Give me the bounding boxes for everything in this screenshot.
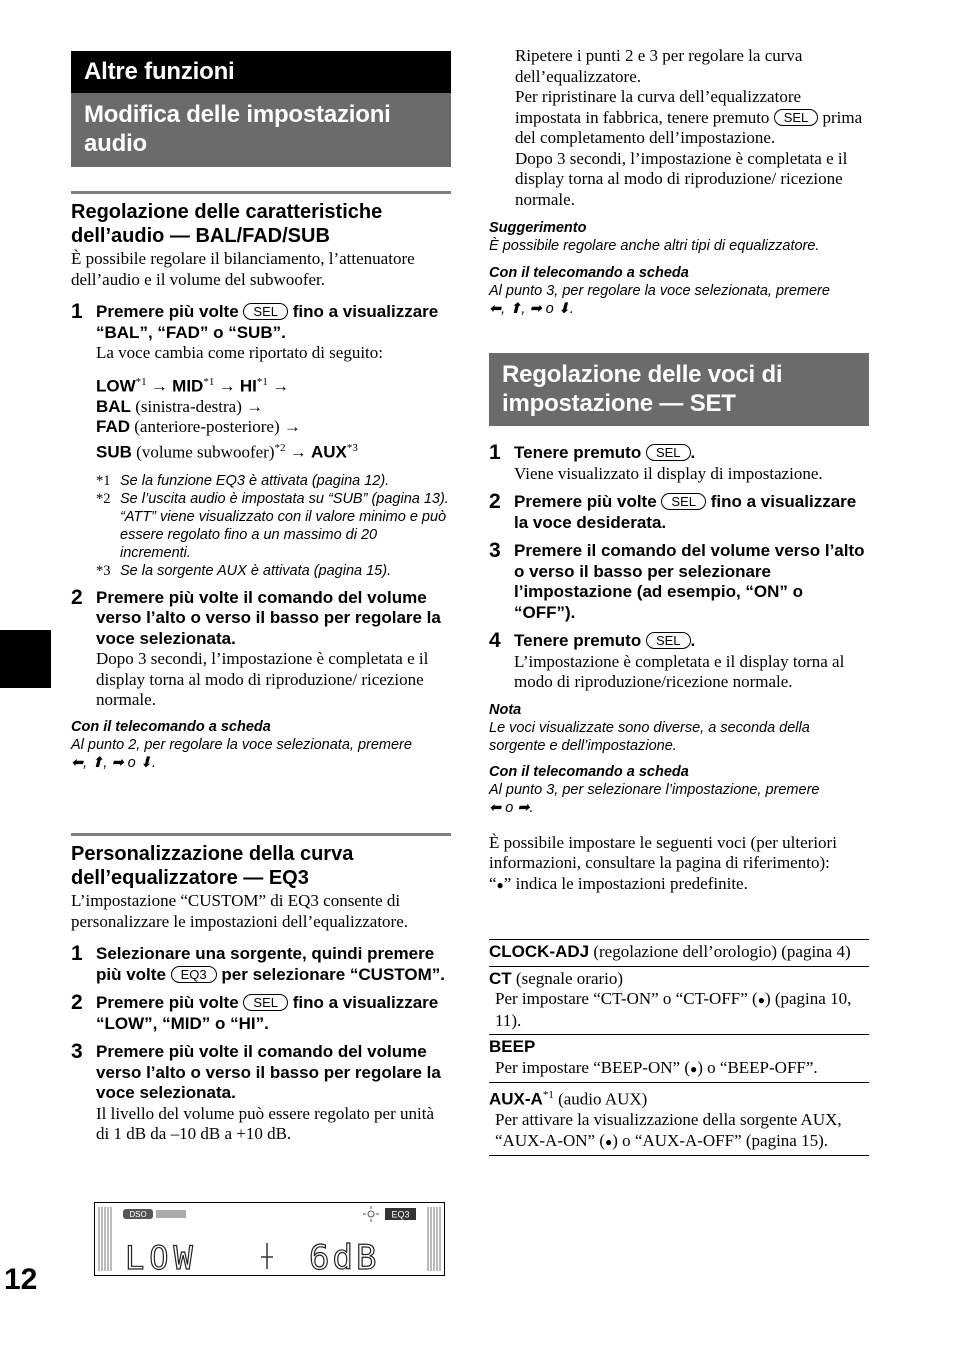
- footnote-mark: *1: [203, 375, 215, 388]
- setting-name: BEEP: [489, 1037, 536, 1056]
- sequence: $LOW^{*1} \to MID^{*1} \to HI^{*1}$ → BAL (sinistra-destra) → FAD (anteriore-posteriore) → SUB (volume subwoofer)$^{*2}$ → $AUX^{*3}$: [96, 375, 358, 462]
- note-or: o: [127, 754, 136, 771]
- step-desc: Dopo 3 secondi, l’impostazione è completata e il display torna al modo di riproduzione/ ricezione normale.: [96, 649, 429, 710]
- step-text: Premere più volte: [96, 302, 239, 321]
- note-title: Con il telecomando a scheda: [489, 763, 689, 780]
- paragraph-text: ” indica le impostazioni predefinite.: [503, 873, 748, 893]
- paragraph: [515, 87, 869, 149]
- intro-text: L’impostazione “CUSTOM” di EQ3 consente di personalizzare le impostazioni dell’equalizzatore.: [71, 891, 409, 931]
- table-row: [489, 1082, 869, 1155]
- footnote: [96, 472, 451, 490]
- step-text: .: [690, 631, 696, 650]
- seq-low: LOW: [96, 376, 136, 396]
- paragraph: Dopo 3 secondi, l’impostazione è completata e il display torna al modo di riproduzione/ ricezione normale.: [515, 148, 848, 209]
- setting-name: CT: [489, 968, 512, 988]
- seq-sub: SUB: [96, 442, 132, 462]
- arrow-right-icon: ➡: [517, 799, 530, 816]
- step-3: [71, 1042, 451, 1145]
- table-end-rule: [489, 1155, 869, 1156]
- seq-aux: AUX: [310, 442, 347, 462]
- default-dot-icon: ●: [757, 993, 765, 1007]
- step-2: [489, 492, 869, 533]
- note-text: Al punto 3, per regolare la voce selezionata, premere ⬅, ⬆, ➡ o ⬇.: [489, 283, 830, 317]
- step-text: Premere il comando del volume verso l’alto o verso il basso per selezionare l’impostazione (ad esempio, “ON” o “OFF”).: [514, 541, 865, 622]
- arrow-down-icon: ⬇: [557, 301, 570, 317]
- step-1: [489, 443, 869, 484]
- lcd-value: 6dB: [309, 1238, 380, 1275]
- setting-name: AUX-A: [489, 1089, 543, 1109]
- paragraph: [489, 874, 869, 896]
- setting-desc: (regolazione dell’orologio) (pagina 4): [593, 942, 851, 961]
- sel-key: SEL: [774, 109, 819, 126]
- footnote: [96, 490, 451, 562]
- step-2: [71, 993, 451, 1034]
- note: [489, 701, 869, 755]
- note-text: Le voci visualizzate sono diverse, a seconda della sorgente e dell’impostazione.: [489, 719, 810, 754]
- settings-intro: [489, 833, 869, 896]
- note-text-a: Al punto 3, per regolare la voce selezionata, premere: [489, 283, 830, 299]
- default-dot-icon: ●: [689, 1061, 698, 1076]
- section-banner: Regolazione delle voci di impostazione — SET: [489, 353, 869, 426]
- step-text: Premere più volte: [96, 993, 239, 1012]
- arrow-down-icon: ⬇: [139, 754, 152, 771]
- lcd-label: LOW: [125, 1239, 198, 1275]
- paragraph-text: Per ripristinare la curva dell’equalizzatore impostata in fabbrica, tenere premuto: [515, 87, 802, 127]
- lcd-dial-icon: [261, 1243, 273, 1269]
- arrow-left-icon: ⬅: [489, 301, 502, 317]
- default-dot-icon: ●: [496, 877, 504, 892]
- sun-icon: [363, 1206, 379, 1222]
- note-text-a: Al punto 2, per regolare la voce selezionata, premere: [71, 736, 412, 753]
- step-text: per selezionare “CUSTOM”.: [221, 964, 445, 984]
- arrow-right-icon: ➡: [111, 754, 124, 771]
- page-number: 12: [4, 1263, 38, 1296]
- note-text: È possibile regolare anche altri tipi di equalizzatore.: [489, 238, 820, 254]
- continued-text: [515, 46, 869, 210]
- step-text: fino a visualizzare “BAL”, “FAD” o “SUB”.: [96, 302, 439, 342]
- step-text: Tenere premuto: [514, 631, 642, 650]
- subsection-title: Regolazione delle caratteristiche dell’audio — BAL/FAD/SUB: [71, 201, 383, 247]
- step-number: 3: [489, 539, 501, 562]
- detail-text: Per attivare la visualizzazione della sorgente AUX, “AUX-A-ON” (: [495, 1110, 842, 1150]
- step-desc: Viene visualizzato il display di impostazione.: [514, 463, 823, 483]
- step-3: [489, 541, 869, 623]
- step-4: [489, 631, 869, 693]
- table-row: [489, 1034, 869, 1082]
- footnote: [96, 562, 451, 580]
- step-number: 1: [489, 441, 501, 464]
- step-desc: La voce cambia come riportato di seguito:: [96, 343, 384, 362]
- arrow-left-icon: ⬅: [71, 754, 84, 771]
- footnote-text: Se l’uscita audio è impostata su “SUB” (pagina 13).: [120, 490, 449, 507]
- step-number: 3: [71, 1040, 83, 1063]
- section-rule: [71, 833, 451, 836]
- footnote-text: Se la funzione EQ3 è attivata (pagina 12).: [120, 472, 390, 489]
- sel-key: SEL: [646, 632, 691, 649]
- lcd-display-illustration: [94, 1202, 445, 1276]
- step-number: 2: [71, 585, 83, 609]
- footnote-mark: *1: [135, 375, 147, 388]
- seq-mid: MID: [172, 376, 204, 396]
- section-banner: Modifica delle impostazioni audio: [71, 93, 451, 167]
- note-text: Al punto 3, per selezionare l’impostazione, premere ⬅ o ➡.: [489, 781, 820, 816]
- seq-desc: (sinistra-destra): [135, 396, 242, 416]
- footnote-mark: *1: [542, 1089, 554, 1101]
- note-title: Suggerimento: [489, 220, 587, 236]
- footnote-mark: *1: [96, 472, 111, 489]
- setting-detail: [489, 989, 869, 1031]
- step-number: 2: [71, 991, 83, 1014]
- note-text: Al punto 2, per regolare la voce selezionata, premere ⬅, ⬆, ➡ o ⬇.: [71, 736, 412, 771]
- eq3-key: EQ3: [171, 966, 217, 983]
- step-number: 4: [489, 629, 501, 652]
- note-title: Con il telecomando a scheda: [489, 265, 689, 281]
- footnote-mark: *2: [274, 441, 286, 454]
- setting-name: CLOCK-ADJ: [489, 942, 590, 961]
- step-text: Premere più volte il comando del volume verso l’alto o verso il basso per regolare la voce selezionata.: [96, 1042, 441, 1102]
- footnote-text: “ATT” viene visualizzato con il valore minimo e può essere regolato fino a un massimo di 20 incrementi.: [120, 508, 447, 561]
- remote-note: [489, 264, 869, 318]
- settings-table: [489, 939, 869, 1156]
- sel-key: SEL: [243, 994, 288, 1011]
- paragraph: Ripetere i punti 2 e 3 per regolare la curva dell’equalizzatore.: [515, 46, 803, 86]
- footnote-mark: *2: [96, 490, 111, 507]
- detail-text: ) o “AUX-A-OFF” (pagina 15).: [612, 1130, 829, 1150]
- step-1: [71, 944, 451, 985]
- step-text: Premere più volte: [514, 492, 657, 511]
- paragraph-text: “: [489, 873, 497, 893]
- note-or: o: [545, 301, 554, 317]
- step-number: 2: [489, 490, 501, 513]
- note-title: Con il telecomando a scheda: [71, 718, 271, 735]
- dso-badge-label: DSO: [129, 1210, 147, 1219]
- intro-text: È possibile regolare il bilanciamento, l’attenuatore dell’audio e il volume del subwoofer.: [71, 249, 415, 289]
- step-text: Premere più volte il comando del volume verso l’alto o verso il basso per regolare la voce selezionata.: [96, 587, 441, 648]
- detail-text: ) o “BEEP-OFF”.: [697, 1057, 818, 1077]
- subsection-title: Personalizzazione della curva dell’equalizzatore — EQ3: [71, 843, 354, 889]
- tip: [489, 219, 869, 255]
- arrow-left-icon: ⬅: [489, 799, 502, 816]
- detail-text: Per impostare “BEEP-ON” (: [495, 1057, 690, 1077]
- eq3-badge-label: EQ3: [391, 1209, 410, 1220]
- sel-key: SEL: [646, 444, 691, 461]
- footnotes: [96, 472, 451, 580]
- footnote-text: Se la sorgente AUX è attivata (pagina 15).: [120, 562, 392, 579]
- remote-note: [71, 718, 451, 772]
- seq-desc: (volume subwoofer): [136, 442, 275, 462]
- section-rule: [71, 191, 451, 194]
- note-title: Nota: [489, 701, 522, 718]
- section-tab-marker: [0, 630, 51, 688]
- detail-text: Per impostare “CT-ON” o “CT-OFF” (: [495, 989, 758, 1008]
- note-or: o: [505, 799, 514, 816]
- arrow-right-icon: ➡: [529, 301, 542, 317]
- table-row: [489, 966, 869, 1035]
- step-text: .: [690, 443, 696, 462]
- sel-key: SEL: [243, 303, 288, 320]
- step-text: fino a visualizzare “LOW”, “MID” o “HI”.: [96, 993, 439, 1033]
- setting-desc: (audio AUX): [558, 1089, 648, 1109]
- step-text: Tenere premuto: [514, 443, 642, 462]
- step-text: Selezionare una sorgente, quindi premere più volte: [96, 944, 435, 984]
- step-desc: L’impostazione è completata e il display torna al modo di riproduzione/ricezione normale.: [514, 651, 845, 691]
- paragraph: È possibile impostare le seguenti voci (per ulteriori informazioni, consultare la pagina di riferimento):: [489, 832, 837, 872]
- step-number: 1: [71, 942, 83, 965]
- arrow-up-icon: ⬆: [91, 754, 104, 771]
- step-text: fino a visualizzare la voce desiderata.: [514, 492, 857, 532]
- paragraph-text: prima del completamento dell’impostazione.: [515, 107, 863, 147]
- default-dot-icon: ●: [605, 1134, 613, 1149]
- setting-desc: (segnale orario): [515, 968, 624, 988]
- step-2: [71, 585, 451, 711]
- setting-detail: [489, 1058, 869, 1080]
- footnote-mark: *1: [256, 375, 268, 388]
- footnote-mark: *3: [96, 562, 111, 579]
- footnote-mark: *3: [346, 441, 358, 454]
- seq-hi: HI: [239, 376, 257, 396]
- remote-note: [489, 763, 869, 817]
- note-text-a: Al punto 3, per selezionare l’impostazione, premere: [489, 781, 820, 798]
- setting-detail: [489, 1110, 869, 1152]
- seq-fad: FAD: [96, 417, 130, 437]
- step-1: [71, 302, 451, 580]
- sel-key: SEL: [661, 493, 706, 510]
- table-row: [489, 939, 869, 966]
- step-number: 1: [71, 300, 83, 323]
- chapter-banner: Altre funzioni: [71, 51, 451, 93]
- arrow-up-icon: ⬆: [509, 301, 522, 317]
- seq-desc: (anteriore-posteriore): [134, 417, 280, 437]
- detail-text: ) (pagina 10, 11).: [495, 989, 852, 1030]
- step-desc: Il livello del volume può essere regolato per unità di 1 dB da –10 dB a +10 dB.: [96, 1103, 435, 1143]
- seq-bal: BAL: [96, 396, 131, 416]
